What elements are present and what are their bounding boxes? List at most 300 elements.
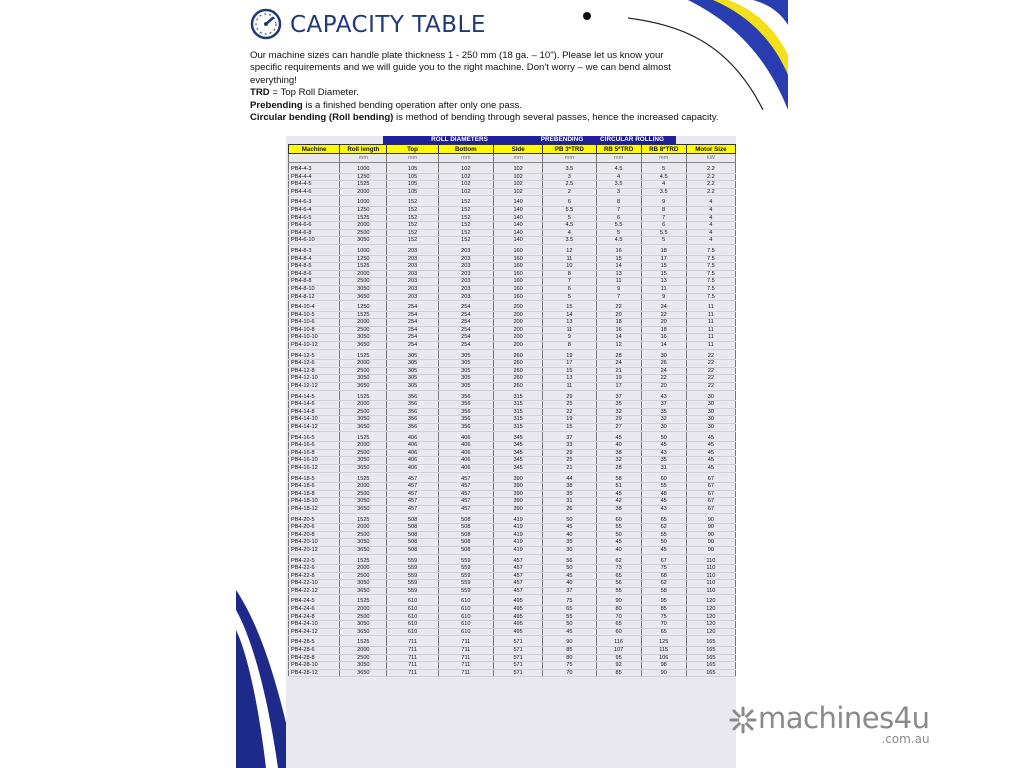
table-cell: 19 xyxy=(543,416,596,424)
machine-cell: PB4-16-5 xyxy=(289,435,340,442)
table-cell: 1525 xyxy=(340,181,387,189)
table-cell: 51 xyxy=(596,483,641,491)
table-cell: 260 xyxy=(494,375,543,383)
table-row xyxy=(289,449,736,457)
table-cell: 165 xyxy=(686,662,735,670)
table-row xyxy=(289,353,736,360)
table-cell: 254 xyxy=(387,334,438,342)
table-cell: 315 xyxy=(494,408,543,416)
table-cell: 29 xyxy=(543,394,596,401)
table-cell: 102 xyxy=(438,188,493,196)
table-cell: 45 xyxy=(641,498,686,506)
table-cell: 390 xyxy=(494,483,543,491)
table-cell: 16 xyxy=(596,248,641,255)
table-row xyxy=(289,647,736,655)
table-cell: 406 xyxy=(387,435,438,442)
table-cell: 3650 xyxy=(340,669,387,677)
machine-cell: PB4-8-8 xyxy=(289,278,340,286)
table-row xyxy=(289,270,736,278)
machine-cell: PB4-12-8 xyxy=(289,367,340,375)
table-cell: 62 xyxy=(596,558,641,565)
table-cell: 160 xyxy=(494,270,543,278)
table-cell: 90 xyxy=(686,531,735,539)
table-cell: 3050 xyxy=(340,285,387,293)
table-cell: 45 xyxy=(686,457,735,465)
table-cell: 125 xyxy=(641,639,686,646)
table-cell: 260 xyxy=(494,383,543,391)
table-cell: 1525 xyxy=(340,598,387,605)
machine-cell: PB4-6-3 xyxy=(289,199,340,206)
table-cell: 457 xyxy=(387,498,438,506)
table-cell: 90 xyxy=(641,669,686,677)
table-cell: 4 xyxy=(641,181,686,189)
table-cell: 30 xyxy=(686,416,735,424)
table-cell: 1525 xyxy=(340,435,387,442)
table-cell: 22 xyxy=(686,353,735,360)
unit-cell xyxy=(289,154,340,163)
table-row xyxy=(289,654,736,662)
table-cell: 60 xyxy=(596,628,641,636)
table-cell: 8 xyxy=(543,270,596,278)
table-cell: 200 xyxy=(494,319,543,327)
machine-cell: PB4-6-8 xyxy=(289,229,340,237)
table-cell: 24 xyxy=(596,360,641,368)
trd-definition: TRD = Top Roll Diameter. xyxy=(250,87,359,99)
table-cell: 102 xyxy=(494,181,543,189)
table-cell: 7.5 xyxy=(686,285,735,293)
table-cell: 457 xyxy=(494,558,543,565)
table-cell: 9 xyxy=(641,199,686,206)
table-cell: 12 xyxy=(543,248,596,255)
table-cell: 120 xyxy=(686,621,735,629)
table-cell: 345 xyxy=(494,457,543,465)
table-cell: 1525 xyxy=(340,263,387,271)
machine-cell: PB4-16-8 xyxy=(289,449,340,457)
table-cell: 16 xyxy=(596,326,641,334)
table-cell: 22 xyxy=(641,375,686,383)
table-cell: 50 xyxy=(641,539,686,547)
table-cell: 14 xyxy=(543,311,596,319)
table-cell: 65 xyxy=(641,628,686,636)
table-row xyxy=(289,435,736,442)
table-cell: 559 xyxy=(438,587,493,595)
table-cell: 14 xyxy=(641,342,686,350)
table-cell: 356 xyxy=(387,424,438,432)
table-cell: 17 xyxy=(596,383,641,391)
table-cell: 390 xyxy=(494,505,543,513)
machine-cell: PB4-6-6 xyxy=(289,222,340,230)
table-cell: 2000 xyxy=(340,319,387,327)
machine-cell: PB4-18-12 xyxy=(289,505,340,513)
table-cell: 203 xyxy=(387,270,438,278)
table-cell: 559 xyxy=(438,572,493,580)
table-cell: 457 xyxy=(387,505,438,513)
table-row xyxy=(289,166,736,173)
table-cell: 2500 xyxy=(340,408,387,416)
column-header: Side xyxy=(494,145,543,154)
table-row xyxy=(289,621,736,629)
table-cell: 44 xyxy=(543,476,596,483)
table-cell: 90 xyxy=(686,524,735,532)
table-cell: 30 xyxy=(686,408,735,416)
table-cell: 508 xyxy=(438,546,493,554)
table-cell: 85 xyxy=(596,669,641,677)
table-cell: 5 xyxy=(641,166,686,173)
table-cell: 102 xyxy=(438,166,493,173)
table-cell: 3050 xyxy=(340,662,387,670)
table-cell: 457 xyxy=(438,490,493,498)
table-cell: 110 xyxy=(686,572,735,580)
table-cell: 160 xyxy=(494,278,543,286)
table-cell: 3 xyxy=(543,173,596,181)
brand-name: machines4u xyxy=(758,701,930,735)
table-cell: 152 xyxy=(387,229,438,237)
table-cell: 70 xyxy=(596,613,641,621)
table-cell: 4.5 xyxy=(641,173,686,181)
table-cell: 11 xyxy=(543,383,596,391)
table-cell: 70 xyxy=(641,621,686,629)
table-row xyxy=(289,199,736,206)
table-cell: 152 xyxy=(438,222,493,230)
table-cell: 5.5 xyxy=(543,206,596,214)
table-cell: 3650 xyxy=(340,464,387,472)
capacity-grid xyxy=(288,144,736,677)
unit-cell: kW xyxy=(686,154,735,163)
table-cell: 406 xyxy=(387,442,438,450)
table-row xyxy=(289,188,736,196)
table-cell: 160 xyxy=(494,293,543,301)
machine-cell: PB4-22-8 xyxy=(289,572,340,580)
machine-cell: PB4-20-12 xyxy=(289,546,340,554)
column-header: Machine xyxy=(289,145,340,154)
table-cell: 160 xyxy=(494,285,543,293)
table-cell: 20 xyxy=(641,319,686,327)
table-cell: 19 xyxy=(543,353,596,360)
table-cell: 356 xyxy=(438,416,493,424)
table-row xyxy=(289,628,736,636)
table-cell: 37 xyxy=(596,394,641,401)
table-cell: 203 xyxy=(438,255,493,263)
table-cell: 559 xyxy=(438,558,493,565)
table-cell: 711 xyxy=(438,639,493,646)
unit-cell: mm xyxy=(596,154,641,163)
table-cell: 457 xyxy=(438,483,493,491)
table-row xyxy=(289,181,736,189)
table-cell: 65 xyxy=(543,606,596,614)
unit-cell: mm xyxy=(543,154,596,163)
table-cell: 4 xyxy=(686,237,735,245)
table-cell: 571 xyxy=(494,639,543,646)
table-cell: 2000 xyxy=(340,483,387,491)
table-cell: 75 xyxy=(543,662,596,670)
table-cell: 35 xyxy=(641,457,686,465)
table-cell: 85 xyxy=(543,647,596,655)
document-page xyxy=(236,0,788,768)
table-cell: 80 xyxy=(596,606,641,614)
unit-cell: mm xyxy=(438,154,493,163)
table-cell: 254 xyxy=(438,342,493,350)
table-cell: 610 xyxy=(438,621,493,629)
table-cell: 45 xyxy=(641,546,686,554)
table-cell: 4 xyxy=(686,222,735,230)
table-cell: 55 xyxy=(596,587,641,595)
table-cell: 203 xyxy=(438,293,493,301)
table-cell: 457 xyxy=(494,580,543,588)
table-cell: 75 xyxy=(641,565,686,573)
table-cell: 2000 xyxy=(340,270,387,278)
table-cell: 8 xyxy=(641,206,686,214)
machine-cell: PB4-6-5 xyxy=(289,214,340,222)
page-title: CAPACITY TABLE xyxy=(290,12,486,38)
machine-cell: PB4-28-12 xyxy=(289,669,340,677)
table-row xyxy=(289,580,736,588)
table-cell: 3050 xyxy=(340,539,387,547)
table-cell: 116 xyxy=(596,639,641,646)
table-cell: 3650 xyxy=(340,505,387,513)
table-cell: 3650 xyxy=(340,342,387,350)
table-cell: 200 xyxy=(494,334,543,342)
table-cell: 3.5 xyxy=(543,166,596,173)
table-cell: 11 xyxy=(686,304,735,311)
table-cell: 11 xyxy=(543,255,596,263)
table-cell: 3050 xyxy=(340,621,387,629)
table-cell: 4 xyxy=(686,229,735,237)
table-cell: 2500 xyxy=(340,654,387,662)
table-cell: 1000 xyxy=(340,199,387,206)
machine-cell: PB4-28-10 xyxy=(289,662,340,670)
table-row xyxy=(289,531,736,539)
table-cell: 508 xyxy=(438,539,493,547)
table-cell: 48 xyxy=(641,490,686,498)
group-header-prebending: PREBENDING xyxy=(536,136,588,144)
table-cell: 75 xyxy=(641,613,686,621)
table-row xyxy=(289,424,736,432)
table-cell: 1525 xyxy=(340,353,387,360)
table-cell: 67 xyxy=(686,505,735,513)
table-cell: 7.5 xyxy=(686,270,735,278)
table-cell: 3050 xyxy=(340,580,387,588)
table-cell: 2500 xyxy=(340,531,387,539)
table-cell: 15 xyxy=(596,255,641,263)
machine-cell: PB4-16-10 xyxy=(289,457,340,465)
unit-cell: mm xyxy=(641,154,686,163)
group-header-circular-rolling: CIRCULAR ROLLING xyxy=(588,136,676,144)
table-cell: 11 xyxy=(686,311,735,319)
column-header: Roll length xyxy=(340,145,387,154)
table-cell: 2.2 xyxy=(686,181,735,189)
table-row xyxy=(289,457,736,465)
table-cell: 107 xyxy=(596,647,641,655)
unit-cell: mm xyxy=(340,154,387,163)
table-cell: 711 xyxy=(438,662,493,670)
machine-cell: PB4-18-8 xyxy=(289,490,340,498)
table-cell: 406 xyxy=(387,457,438,465)
machine-cell: PB4-16-6 xyxy=(289,442,340,450)
table-cell: 457 xyxy=(494,587,543,595)
table-cell: 152 xyxy=(438,214,493,222)
table-cell: 254 xyxy=(438,319,493,327)
table-row xyxy=(289,517,736,524)
machine-cell: PB4-28-8 xyxy=(289,654,340,662)
table-row xyxy=(289,222,736,230)
table-cell: 19 xyxy=(596,375,641,383)
table-cell: 2000 xyxy=(340,647,387,655)
table-cell: 711 xyxy=(387,662,438,670)
table-cell: 457 xyxy=(494,572,543,580)
table-cell: 345 xyxy=(494,435,543,442)
table-cell: 11 xyxy=(686,319,735,327)
table-row xyxy=(289,498,736,506)
table-cell: 305 xyxy=(387,360,438,368)
machine-cell: PB4-12-6 xyxy=(289,360,340,368)
machine-cell: PB4-8-3 xyxy=(289,248,340,255)
table-cell: 32 xyxy=(641,416,686,424)
table-cell: 3050 xyxy=(340,334,387,342)
group-header-roll-diameters: ROLL DIAMETERS xyxy=(383,136,536,144)
table-cell: 457 xyxy=(387,483,438,491)
table-cell: 1525 xyxy=(340,476,387,483)
table-cell: 38 xyxy=(596,505,641,513)
table-cell: 406 xyxy=(438,464,493,472)
table-cell: 457 xyxy=(387,490,438,498)
table-cell: 30 xyxy=(686,394,735,401)
table-cell: 32 xyxy=(596,408,641,416)
table-cell: 152 xyxy=(438,206,493,214)
table-cell: 254 xyxy=(438,334,493,342)
table-cell: 4.5 xyxy=(543,222,596,230)
table-cell: 3050 xyxy=(340,237,387,245)
table-cell: 11 xyxy=(641,285,686,293)
table-cell: 31 xyxy=(641,464,686,472)
table-cell: 1525 xyxy=(340,214,387,222)
table-cell: 102 xyxy=(438,181,493,189)
table-cell: 203 xyxy=(438,263,493,271)
table-cell: 40 xyxy=(543,580,596,588)
table-cell: 95 xyxy=(596,654,641,662)
table-cell: 711 xyxy=(438,647,493,655)
table-cell: 22 xyxy=(596,304,641,311)
table-cell: 26 xyxy=(543,505,596,513)
table-cell: 5 xyxy=(543,293,596,301)
table-cell: 45 xyxy=(596,539,641,547)
table-cell: 28 xyxy=(596,464,641,472)
machine-cell: PB4-10-5 xyxy=(289,311,340,319)
table-cell: 110 xyxy=(686,565,735,573)
table-cell: 508 xyxy=(387,546,438,554)
table-cell: 6 xyxy=(543,199,596,206)
table-cell: 24 xyxy=(641,304,686,311)
machine-cell: PB4-24-10 xyxy=(289,621,340,629)
table-cell: 390 xyxy=(494,498,543,506)
machine-cell: PB4-22-6 xyxy=(289,565,340,573)
table-cell: 60 xyxy=(596,517,641,524)
column-header: Top xyxy=(387,145,438,154)
table-cell: 25 xyxy=(543,401,596,409)
table-cell: 62 xyxy=(641,580,686,588)
pen-dot xyxy=(583,12,591,20)
table-cell: 571 xyxy=(494,654,543,662)
table-row xyxy=(289,572,736,580)
table-row xyxy=(289,464,736,472)
table-cell: 4 xyxy=(686,199,735,206)
table-cell: 15 xyxy=(641,270,686,278)
table-cell: 67 xyxy=(686,476,735,483)
table-cell: 56 xyxy=(543,558,596,565)
table-cell: 11 xyxy=(686,342,735,350)
table-cell: 80 xyxy=(543,654,596,662)
machine-cell: PB4-12-12 xyxy=(289,383,340,391)
table-cell: 254 xyxy=(387,319,438,327)
table-cell: 110 xyxy=(686,587,735,595)
table-cell: 15 xyxy=(543,304,596,311)
table-cell: 152 xyxy=(387,199,438,206)
table-cell: 5.5 xyxy=(641,229,686,237)
table-cell: 7 xyxy=(596,293,641,301)
table-cell: 345 xyxy=(494,464,543,472)
table-cell: 2500 xyxy=(340,613,387,621)
table-cell: 152 xyxy=(387,237,438,245)
table-cell: 203 xyxy=(438,285,493,293)
table-cell: 356 xyxy=(438,401,493,409)
table-cell: 45 xyxy=(686,449,735,457)
table-cell: 43 xyxy=(641,394,686,401)
table-cell: 610 xyxy=(438,606,493,614)
table-cell: 28 xyxy=(596,353,641,360)
table-cell: 305 xyxy=(438,367,493,375)
table-cell: 20 xyxy=(596,311,641,319)
table-cell: 11 xyxy=(686,326,735,334)
table-cell: 508 xyxy=(387,539,438,547)
table-cell: 390 xyxy=(494,490,543,498)
table-cell: 7.5 xyxy=(686,293,735,301)
table-cell: 3 xyxy=(596,188,641,196)
table-row xyxy=(289,237,736,245)
table-cell: 165 xyxy=(686,654,735,662)
table-cell: 30 xyxy=(641,424,686,432)
table-cell: 8 xyxy=(543,342,596,350)
table-cell: 22 xyxy=(686,383,735,391)
table-cell: 495 xyxy=(494,628,543,636)
table-cell: 165 xyxy=(686,639,735,646)
table-cell: 21 xyxy=(543,464,596,472)
units-row xyxy=(289,154,736,163)
table-cell: 3050 xyxy=(340,498,387,506)
table-cell: 105 xyxy=(387,173,438,181)
table-cell: 6 xyxy=(596,214,641,222)
table-row xyxy=(289,476,736,483)
table-cell: 165 xyxy=(686,647,735,655)
table-cell: 559 xyxy=(438,565,493,573)
table-cell: 30 xyxy=(686,424,735,432)
table-cell: 152 xyxy=(387,206,438,214)
table-cell: 160 xyxy=(494,248,543,255)
intro-line: everything! xyxy=(250,74,297,86)
table-cell: 711 xyxy=(387,647,438,655)
table-cell: 260 xyxy=(494,367,543,375)
table-cell: 305 xyxy=(438,375,493,383)
table-cell: 32 xyxy=(596,457,641,465)
table-cell: 559 xyxy=(438,580,493,588)
machines4u-logo[interactable] xyxy=(728,701,930,746)
table-cell: 70 xyxy=(543,669,596,677)
table-cell: 15 xyxy=(543,424,596,432)
table-cell: 50 xyxy=(596,531,641,539)
table-cell: 102 xyxy=(494,173,543,181)
table-cell: 38 xyxy=(596,449,641,457)
table-cell: 5 xyxy=(596,229,641,237)
table-row xyxy=(289,394,736,401)
table-cell: 406 xyxy=(387,464,438,472)
